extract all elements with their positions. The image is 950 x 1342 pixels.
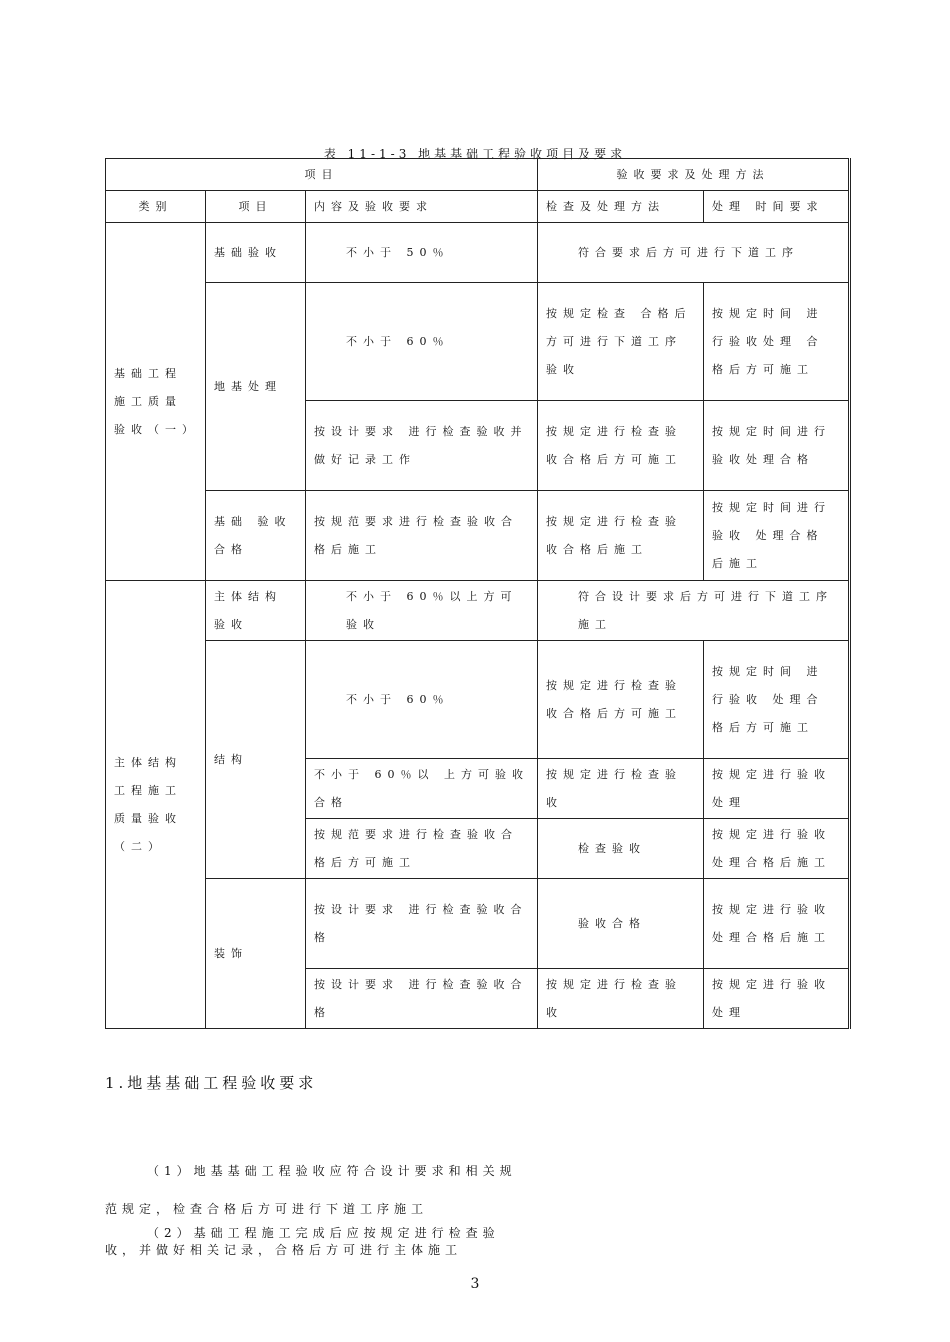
time-cell: 按规定时间进行验收 处理合格后施工	[704, 491, 850, 581]
header-time: 处理 时间要求	[704, 191, 850, 223]
page-number: 3	[470, 1276, 480, 1292]
category-cell: 基础工程施工质量验收（一）	[106, 223, 206, 581]
item-cell: 基础验收	[206, 223, 306, 283]
content-cell: 按设计要求 进行检查验收并做好记录工作	[306, 401, 538, 491]
merged-check-cell: 符合设计要求后方可进行下道工序施工	[538, 581, 850, 641]
header-project: 项目	[106, 159, 538, 191]
content-cell: 按设计要求 进行检查验收合格	[306, 969, 538, 1029]
header-row-1	[106, 159, 850, 191]
content-cell: 不小于 60％	[306, 641, 538, 759]
table-row	[106, 491, 850, 581]
check-cell: 检查验收	[538, 819, 704, 879]
content-cell: 不小于 60％	[306, 283, 538, 401]
category-cell: 主体结构工程施工质量验收（二）	[106, 581, 206, 1029]
table-row	[106, 641, 850, 759]
header-item: 项目	[206, 191, 306, 223]
table-caption: 表 11-1-3 地基基础工程验收项目及要求	[323, 147, 627, 161]
merged-check-cell: 符合要求后方可进行下道工序	[538, 223, 850, 283]
time-cell: 按规定时间 进行验收 处理合格后方可施工	[704, 641, 850, 759]
table-row	[106, 581, 850, 641]
time-cell: 按规定进行验收处理	[704, 759, 850, 819]
item-cell: 结构	[206, 641, 306, 879]
item-cell: 装饰	[206, 879, 306, 1029]
acceptance-table	[105, 158, 851, 1029]
paragraph-2: （2）基础工程施工完成后应按规定进行检查验收，并做好相关记录，合格后方可进行主体施工	[105, 1226, 500, 1257]
content-cell: 不小于 60％以 上方可验收合格	[306, 759, 538, 819]
time-cell: 按规定进行验收处理合格后施工	[704, 819, 850, 879]
content-cell: 按规范要求进行检查验收合格后施工	[306, 491, 538, 581]
check-cell: 按规定进行检查验收合格后方可施工	[538, 641, 704, 759]
check-cell: 按规定进行检查验收合格后方可施工	[538, 401, 704, 491]
header-requirements: 验收要求及处理方法	[538, 159, 850, 191]
check-cell: 按规定进行检查验收	[538, 969, 704, 1029]
content-cell: 按设计要求 进行检查验收合格	[306, 879, 538, 969]
time-cell: 按规定进行验收处理	[704, 969, 850, 1029]
header-check: 检查及处理方法	[538, 191, 704, 223]
time-cell: 按规定时间 进行验收处理 合格后方可施工	[704, 283, 850, 401]
table-row	[106, 283, 850, 401]
header-row-2	[106, 191, 850, 223]
check-cell: 按规定进行检查验收	[538, 759, 704, 819]
time-cell: 按规定时间进行 验收处理合格	[704, 401, 850, 491]
time-cell: 按规定进行验收 处理合格后施工	[704, 879, 850, 969]
item-cell: 主体结构验收	[206, 581, 306, 641]
content-cell: 不小于 50％	[306, 223, 538, 283]
item-cell: 基础 验收 合格	[206, 491, 306, 581]
header-category: 类别	[106, 191, 206, 223]
content-cell: 不小于 60％以上方可验收	[306, 581, 538, 641]
section-heading: 1.地基基础工程验收要求	[105, 1074, 318, 1092]
content-cell: 按规范要求进行检查验收合格后方可施工	[306, 819, 538, 879]
table-row	[106, 879, 850, 969]
item-cell: 地基处理	[206, 283, 306, 491]
check-cell: 按规定进行检查验收合格后施工	[538, 491, 704, 581]
check-cell: 验收合格	[538, 879, 704, 969]
header-content: 内容及验收要求	[306, 191, 538, 223]
paragraph-1: （1）地基基础工程验收应符合设计要求和相关规范规定，检查合格后方可进行下道工序施工	[105, 1164, 517, 1216]
table-row	[106, 223, 850, 283]
check-cell: 按规定检查 合格后方可进行下道工序验收	[538, 283, 704, 401]
